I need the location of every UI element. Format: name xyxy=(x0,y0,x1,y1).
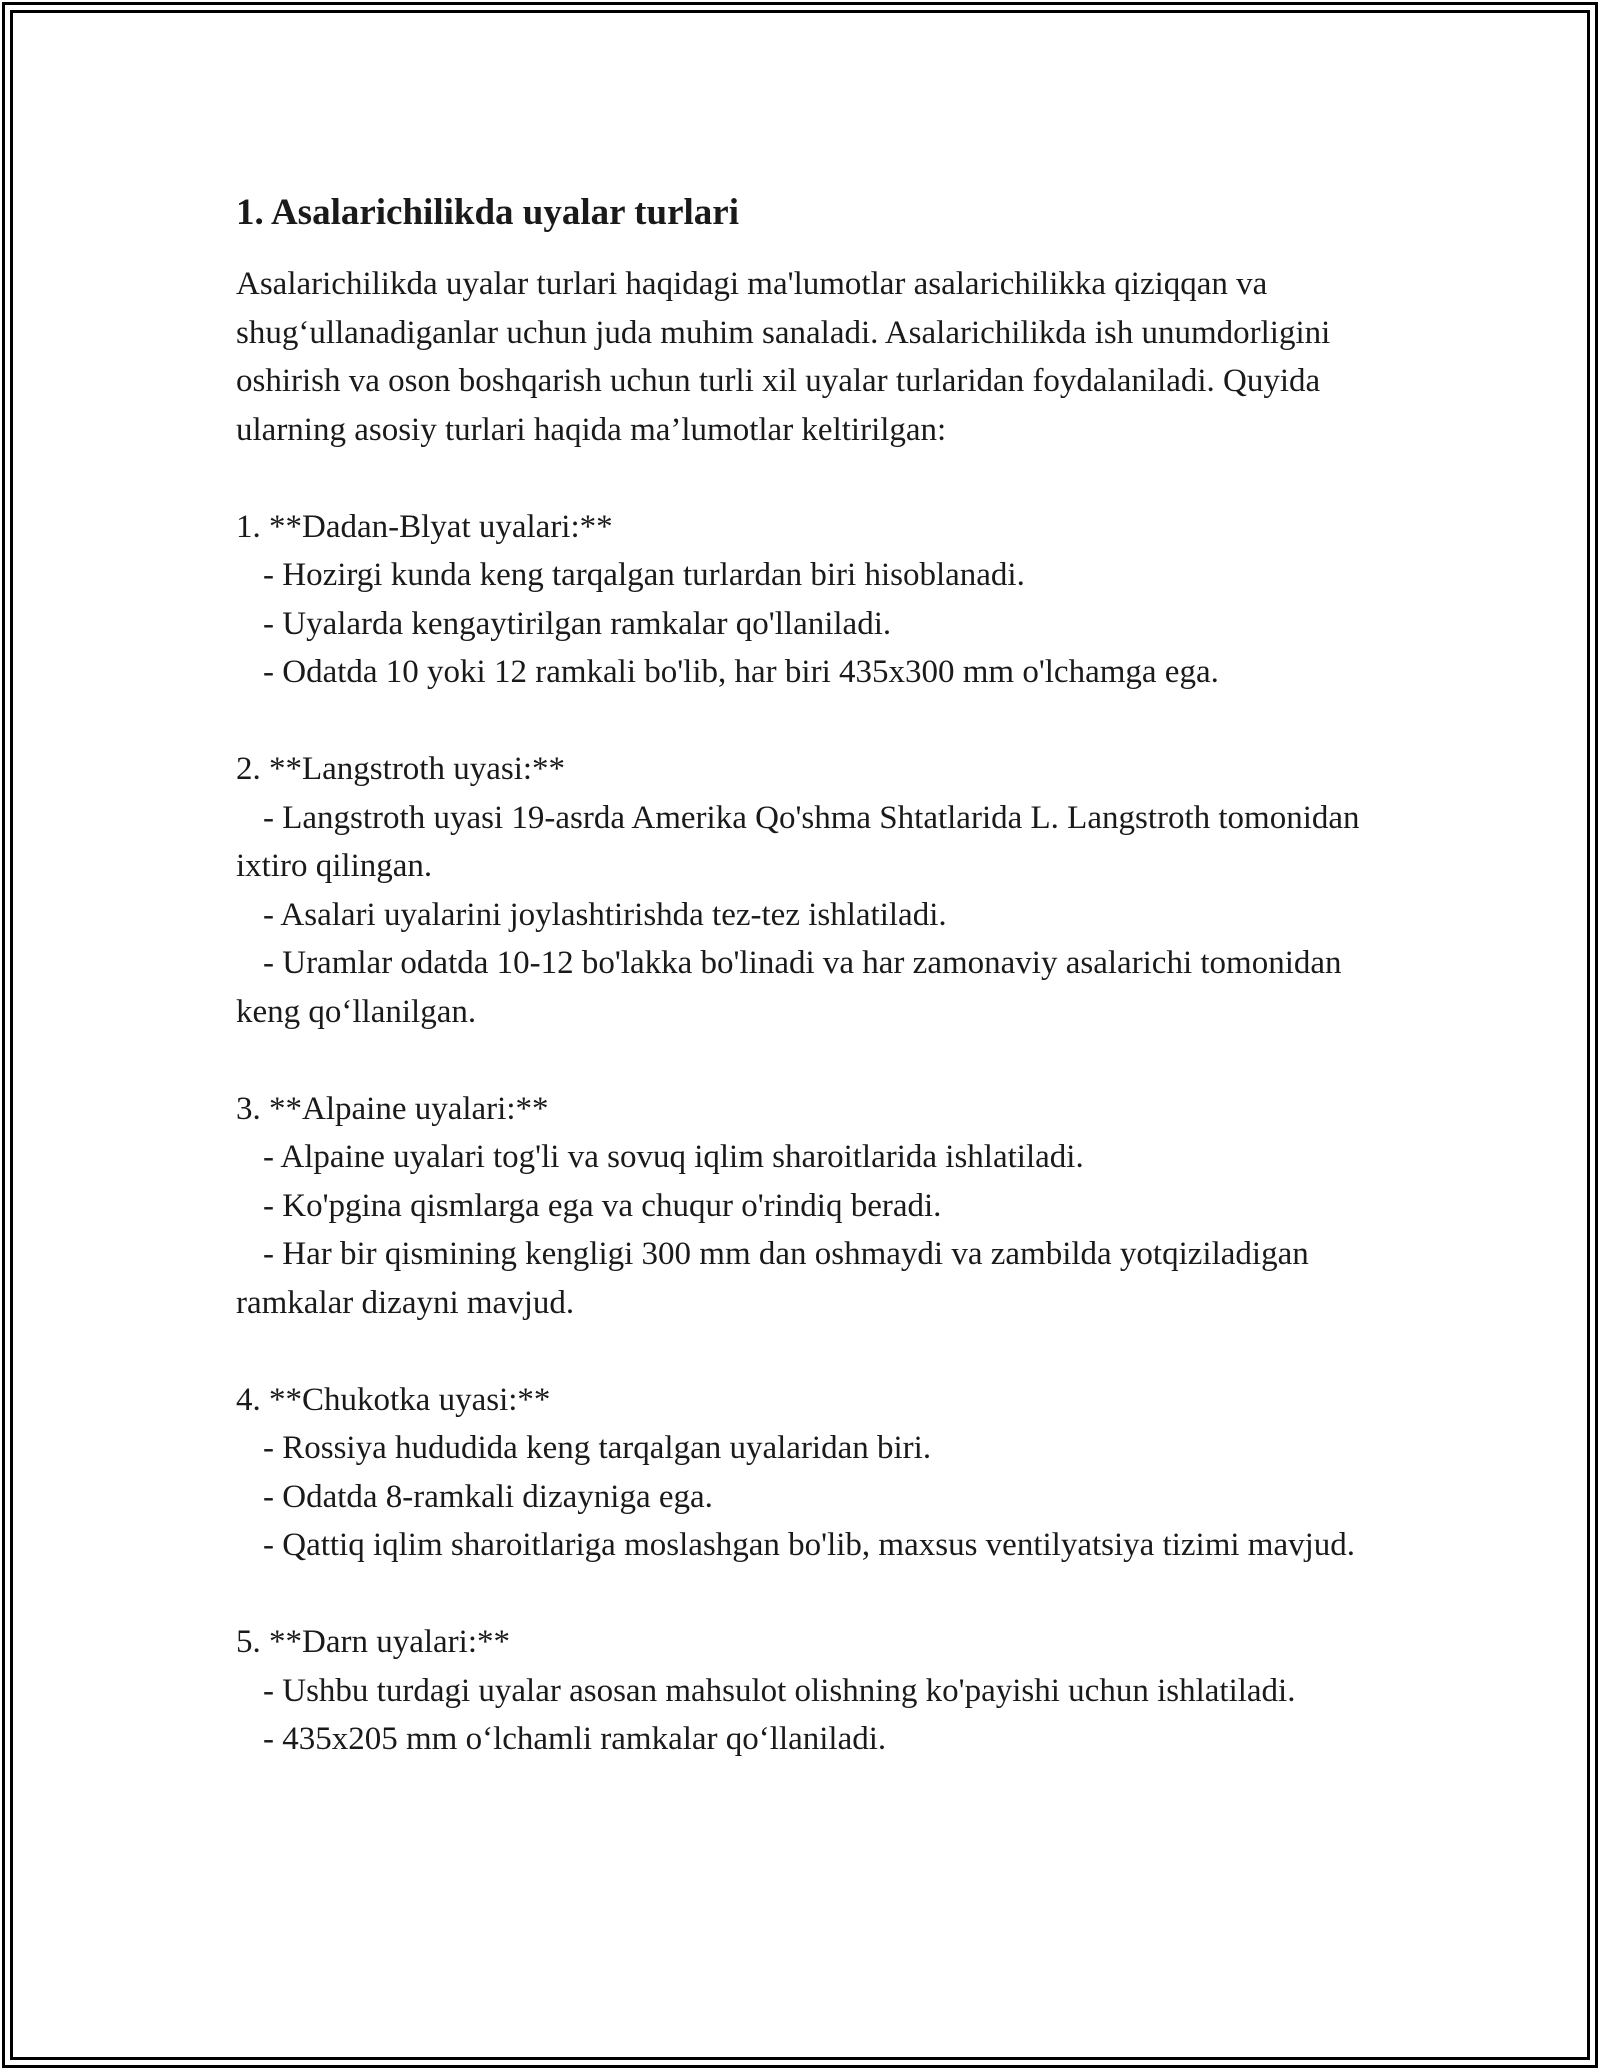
section-heading: 5. **Darn uyalari:** xyxy=(236,1624,511,1660)
section-heading: 3. **Alpaine uyalari:** xyxy=(236,1090,549,1127)
section-chukotka xyxy=(236,1376,1366,1570)
list-item: - Qattiq iqlim sharoitlariga moslashgan bo'lib, maxsus ventilyatsiya tizimi mavjud. xyxy=(263,1527,1356,1563)
section-heading: 2. **Langstroth uyasi:** xyxy=(236,751,566,787)
section-heading: 4. **Chukotka uyasi:** xyxy=(236,1381,551,1418)
list-item: - Har bir qismining kengligi 300 mm dan oshmaydi va zambilda yotqiziladigan ramkalar dizayni mavjud. xyxy=(236,1236,1309,1321)
list-item: - Alpaine uyalari tog'li va sovuq iqlim sharoitlarida ishlatiladi. xyxy=(263,1139,1084,1175)
section-alpaine xyxy=(236,1085,1366,1328)
list-item: - 435x205 mm o‘lchamli ramkalar qo‘llaniladi. xyxy=(263,1721,887,1757)
list-item: - Odatda 10 yoki 12 ramkali bo'lib, har biri 435x300 mm o'lchamga ega. xyxy=(263,654,1219,690)
list-item: - Odatda 8-ramkali dizayniga ega. xyxy=(263,1478,713,1515)
section-darn xyxy=(236,1618,1366,1764)
list-item: - Uyalarda kengaytirilgan ramkalar qo'llaniladi. xyxy=(263,605,892,642)
section-heading: 1. **Dadan-Blyat uyalari:** xyxy=(236,508,613,545)
intro-paragraph: Asalarichilikda uyalar turlari haqidagi ma'lumotlar asalarichilikka qiziqqan va shug‘ullanadiganlar uchun juda muhim sanaladi. Asalarichilikda ish unumdorligini oshirish va oson boshqarish uchun turli xil uyalar turlaridan foydalaniladi. Quyida ularning asosiy turlari haqida ma’lumotlar keltirilgan: xyxy=(236,266,1331,448)
document-title: 1. Asalarichilikda uyalar turlari xyxy=(236,192,739,233)
section-langstroth xyxy=(236,745,1366,1036)
list-item: - Ushbu turdagi uyalar asosan mahsulot olishning ko'payishi uchun ishlatiladi. xyxy=(263,1672,1296,1709)
list-item: - Uramlar odatda 10-12 bo'lakka bo'linadi va har zamonaviy asalarichi tomonidan keng qo‘llanilgan. xyxy=(236,945,1342,1030)
list-item: - Langstroth uyasi 19-asrda Amerika Qo'shma Shtatlarida L. Langstroth tomonidan ixtiro qilingan. xyxy=(236,799,1360,884)
section-dadan-blyat xyxy=(236,503,1366,697)
list-item: - Rossiya hududida keng tarqalgan uyalaridan biri. xyxy=(263,1430,932,1466)
list-item: - Asalari uyalarini joylashtirishda tez-tez ishlatiladi. xyxy=(263,896,947,933)
list-item: - Hozirgi kunda keng tarqalgan turlardan biri hisoblanadi. xyxy=(263,557,1025,593)
list-item: - Ko'pgina qismlarga ega va chuqur o'rindiq beradi. xyxy=(263,1187,942,1224)
document-body xyxy=(236,186,1366,1764)
